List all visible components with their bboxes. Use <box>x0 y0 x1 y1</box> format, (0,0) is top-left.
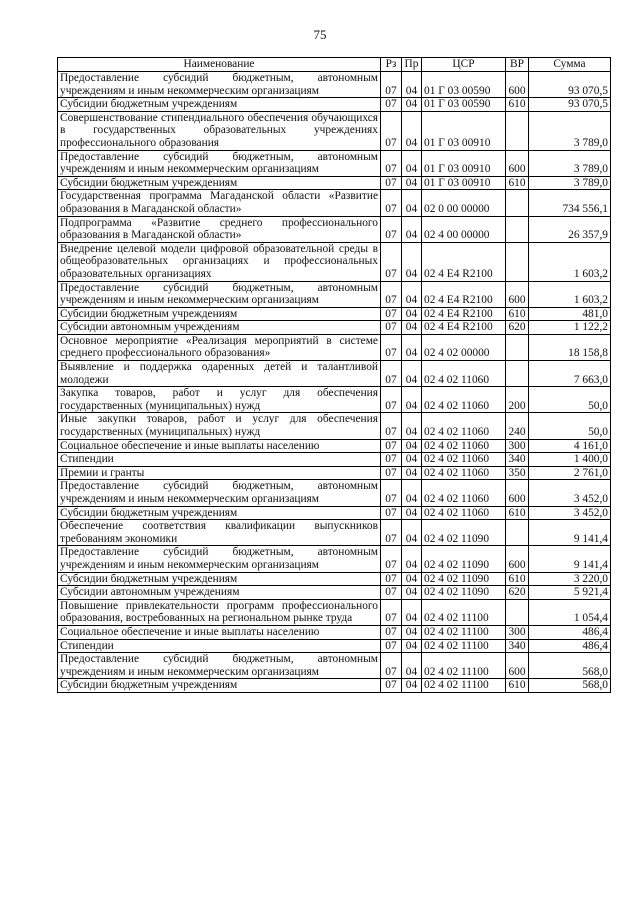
cell-name: Субсидии бюджетным учреждениям <box>58 506 381 520</box>
table-row <box>58 653 611 679</box>
table-row <box>58 480 611 506</box>
cell-pr: 04 <box>402 150 422 176</box>
cell-sum: 1 122,2 <box>529 321 611 335</box>
cell-rz: 07 <box>381 307 402 321</box>
budget-table <box>57 57 611 693</box>
cell-sum: 3 452,0 <box>529 480 611 506</box>
cell-rz: 07 <box>381 321 402 335</box>
cell-pr: 04 <box>402 599 422 625</box>
cell-rz: 07 <box>381 387 402 413</box>
cell-csr: 02 4 02 11090 <box>422 572 506 586</box>
cell-sum: 4 161,0 <box>529 439 611 453</box>
cell-sum: 486,4 <box>529 639 611 653</box>
cell-pr: 04 <box>402 387 422 413</box>
cell-sum: 1 054,4 <box>529 599 611 625</box>
table-row <box>58 242 611 281</box>
table-row <box>58 281 611 307</box>
cell-sum: 93 070,5 <box>529 72 611 98</box>
cell-csr: 01 Г 03 00590 <box>422 72 506 98</box>
table-row <box>58 546 611 572</box>
cell-rz: 07 <box>381 72 402 98</box>
table-row <box>58 625 611 639</box>
cell-sum: 2 761,0 <box>529 466 611 480</box>
cell-rz: 07 <box>381 639 402 653</box>
cell-rz: 07 <box>381 439 402 453</box>
cell-vr: 600 <box>506 281 529 307</box>
cell-pr: 04 <box>402 572 422 586</box>
cell-rz: 07 <box>381 679 402 693</box>
cell-vr: 600 <box>506 72 529 98</box>
cell-csr: 02 4 02 11060 <box>422 453 506 467</box>
cell-name: Субсидии бюджетным учреждениям <box>58 176 381 190</box>
header-csr: ЦСР <box>422 58 506 72</box>
page-number: 75 <box>313 27 327 42</box>
cell-pr: 04 <box>402 242 422 281</box>
cell-sum: 50,0 <box>529 387 611 413</box>
cell-name: Стипендии <box>58 639 381 653</box>
cell-sum: 3 789,0 <box>529 150 611 176</box>
cell-sum: 3 220,0 <box>529 572 611 586</box>
cell-name: Выявление и поддержка одаренных детей и талантливой молодежи <box>58 361 381 387</box>
cell-csr: 02 4 E4 R2100 <box>422 242 506 281</box>
cell-pr: 04 <box>402 413 422 439</box>
cell-name: Субсидии автономным учреждениям <box>58 586 381 600</box>
cell-csr: 02 4 02 11100 <box>422 679 506 693</box>
cell-pr: 04 <box>402 506 422 520</box>
header-row <box>58 58 611 72</box>
header-rz: Рз <box>381 58 402 72</box>
cell-name: Основное мероприятие «Реализация мероприятий в системе среднего профессионального образования» <box>58 334 381 360</box>
cell-rz: 07 <box>381 453 402 467</box>
cell-csr: 02 4 E4 R2100 <box>422 281 506 307</box>
cell-name: Стипендии <box>58 453 381 467</box>
cell-name: Иные закупки товаров, работ и услуг для обеспечения государственных (муниципальных) нужд <box>58 413 381 439</box>
cell-rz: 07 <box>381 361 402 387</box>
cell-sum: 1 603,2 <box>529 281 611 307</box>
cell-sum: 481,0 <box>529 307 611 321</box>
cell-csr: 01 Г 03 00910 <box>422 150 506 176</box>
cell-name: Предоставление субсидий бюджетным, автономным учреждениям и иным некоммерческим организациям <box>58 150 381 176</box>
header-pr: Пр <box>402 58 422 72</box>
cell-name: Премии и гранты <box>58 466 381 480</box>
cell-csr: 02 4 02 11060 <box>422 413 506 439</box>
cell-csr: 02 4 02 11060 <box>422 506 506 520</box>
cell-vr: 240 <box>506 413 529 439</box>
table-row <box>58 586 611 600</box>
cell-csr: 01 Г 03 00910 <box>422 176 506 190</box>
cell-vr <box>506 242 529 281</box>
cell-name: Предоставление субсидий бюджетным, автономным учреждениям и иным некоммерческим организациям <box>58 72 381 98</box>
cell-pr: 04 <box>402 72 422 98</box>
cell-vr <box>506 190 529 216</box>
cell-vr: 610 <box>506 98 529 112</box>
cell-name: Повышение привлекательности программ профессионального образования, востребованных на региональном рынке труда <box>58 599 381 625</box>
cell-csr: 02 0 00 00000 <box>422 190 506 216</box>
cell-vr: 620 <box>506 321 529 335</box>
cell-pr: 04 <box>402 111 422 150</box>
cell-name: Субсидии бюджетным учреждениям <box>58 98 381 112</box>
cell-rz: 07 <box>381 586 402 600</box>
header-vr: ВР <box>506 58 529 72</box>
cell-vr <box>506 599 529 625</box>
table-row <box>58 466 611 480</box>
cell-name: Предоставление субсидий бюджетным, автономным учреждениям и иным некоммерческим организациям <box>58 546 381 572</box>
table-header <box>58 58 611 72</box>
table-row <box>58 307 611 321</box>
cell-csr: 02 4 00 00000 <box>422 216 506 242</box>
cell-csr: 01 Г 03 00910 <box>422 111 506 150</box>
cell-pr: 04 <box>402 281 422 307</box>
cell-rz: 07 <box>381 506 402 520</box>
cell-sum: 9 141,4 <box>529 520 611 546</box>
cell-sum: 734 556,1 <box>529 190 611 216</box>
table-row <box>58 98 611 112</box>
cell-sum: 50,0 <box>529 413 611 439</box>
table-row <box>58 453 611 467</box>
cell-rz: 07 <box>381 546 402 572</box>
cell-vr: 600 <box>506 653 529 679</box>
cell-rz: 07 <box>381 111 402 150</box>
cell-csr: 02 4 E4 R2100 <box>422 307 506 321</box>
cell-pr: 04 <box>402 334 422 360</box>
cell-pr: 04 <box>402 653 422 679</box>
cell-vr: 610 <box>506 572 529 586</box>
cell-pr: 04 <box>402 679 422 693</box>
cell-csr: 02 4 02 11090 <box>422 520 506 546</box>
cell-vr: 300 <box>506 625 529 639</box>
cell-pr: 04 <box>402 586 422 600</box>
table-row <box>58 387 611 413</box>
cell-pr: 04 <box>402 520 422 546</box>
cell-vr: 200 <box>506 387 529 413</box>
cell-rz: 07 <box>381 216 402 242</box>
cell-sum: 26 357,9 <box>529 216 611 242</box>
cell-name: Предоставление субсидий бюджетным, автономным учреждениям и иным некоммерческим организациям <box>58 281 381 307</box>
table-row <box>58 679 611 693</box>
cell-name: Субсидии бюджетным учреждениям <box>58 307 381 321</box>
cell-name: Подпрограмма «Развитие среднего профессионального образования в Магаданской области» <box>58 216 381 242</box>
table-row <box>58 520 611 546</box>
cell-csr: 02 4 02 11100 <box>422 653 506 679</box>
table-row <box>58 506 611 520</box>
cell-pr: 04 <box>402 625 422 639</box>
cell-sum: 568,0 <box>529 679 611 693</box>
cell-name: Совершенствование стипендиального обеспечения обучающихся в государственных образовательных учреждениях профессионального образования <box>58 111 381 150</box>
cell-csr: 02 4 02 11060 <box>422 466 506 480</box>
cell-vr <box>506 361 529 387</box>
cell-rz: 07 <box>381 190 402 216</box>
cell-rz: 07 <box>381 334 402 360</box>
cell-name: Предоставление субсидий бюджетным, автономным учреждениям и иным некоммерческим организациям <box>58 653 381 679</box>
cell-sum: 9 141,4 <box>529 546 611 572</box>
cell-rz: 07 <box>381 281 402 307</box>
cell-pr: 04 <box>402 361 422 387</box>
cell-rz: 07 <box>381 176 402 190</box>
cell-pr: 04 <box>402 453 422 467</box>
cell-name: Обеспечение соответствия квалификации выпускников требованиям экономики <box>58 520 381 546</box>
table-row <box>58 334 611 360</box>
cell-sum: 568,0 <box>529 653 611 679</box>
cell-sum: 1 400,0 <box>529 453 611 467</box>
table-row <box>58 176 611 190</box>
cell-rz: 07 <box>381 480 402 506</box>
cell-vr: 610 <box>506 679 529 693</box>
cell-rz: 07 <box>381 242 402 281</box>
table-row <box>58 439 611 453</box>
table-row <box>58 361 611 387</box>
cell-vr: 610 <box>506 307 529 321</box>
cell-pr: 04 <box>402 98 422 112</box>
table-row <box>58 72 611 98</box>
cell-pr: 04 <box>402 546 422 572</box>
cell-name: Субсидии бюджетным учреждениям <box>58 572 381 586</box>
table-row <box>58 639 611 653</box>
cell-name: Предоставление субсидий бюджетным, автономным учреждениям и иным некоммерческим организациям <box>58 480 381 506</box>
cell-vr: 350 <box>506 466 529 480</box>
cell-csr: 02 4 02 11060 <box>422 439 506 453</box>
table-row <box>58 599 611 625</box>
cell-pr: 04 <box>402 307 422 321</box>
cell-rz: 07 <box>381 599 402 625</box>
cell-name: Субсидии автономным учреждениям <box>58 321 381 335</box>
cell-name: Закупка товаров, работ и услуг для обеспечения государственных (муниципальных) нужд <box>58 387 381 413</box>
cell-sum: 7 663,0 <box>529 361 611 387</box>
cell-vr <box>506 216 529 242</box>
cell-sum: 3 789,0 <box>529 111 611 150</box>
table-row <box>58 216 611 242</box>
cell-rz: 07 <box>381 572 402 586</box>
cell-vr: 600 <box>506 480 529 506</box>
cell-pr: 04 <box>402 190 422 216</box>
table-row <box>58 150 611 176</box>
cell-vr <box>506 334 529 360</box>
cell-vr: 600 <box>506 546 529 572</box>
cell-vr <box>506 520 529 546</box>
cell-csr: 02 4 02 11060 <box>422 361 506 387</box>
cell-sum: 1 603,2 <box>529 242 611 281</box>
cell-sum: 486,4 <box>529 625 611 639</box>
cell-name: Социальное обеспечение и иные выплаты населению <box>58 625 381 639</box>
cell-rz: 07 <box>381 466 402 480</box>
cell-sum: 18 158,8 <box>529 334 611 360</box>
cell-csr: 01 Г 03 00590 <box>422 98 506 112</box>
cell-vr: 610 <box>506 176 529 190</box>
cell-pr: 04 <box>402 639 422 653</box>
cell-vr: 620 <box>506 586 529 600</box>
cell-rz: 07 <box>381 653 402 679</box>
cell-vr: 300 <box>506 439 529 453</box>
table-row <box>58 321 611 335</box>
cell-name: Внедрение целевой модели цифровой образовательной среды в общеобразовательных организациях и профессиональных образовательных организациях <box>58 242 381 281</box>
cell-csr: 02 4 02 11100 <box>422 625 506 639</box>
cell-csr: 02 4 02 11060 <box>422 480 506 506</box>
cell-csr: 02 4 02 11060 <box>422 387 506 413</box>
cell-name: Социальное обеспечение и иные выплаты населению <box>58 439 381 453</box>
cell-csr: 02 4 02 00000 <box>422 334 506 360</box>
table-row <box>58 111 611 150</box>
cell-pr: 04 <box>402 216 422 242</box>
cell-vr: 340 <box>506 453 529 467</box>
cell-pr: 04 <box>402 321 422 335</box>
cell-rz: 07 <box>381 520 402 546</box>
cell-csr: 02 4 02 11100 <box>422 639 506 653</box>
cell-csr: 02 4 02 11100 <box>422 599 506 625</box>
cell-vr: 610 <box>506 506 529 520</box>
cell-csr: 02 4 E4 R2100 <box>422 321 506 335</box>
cell-sum: 3 789,0 <box>529 176 611 190</box>
header-sum: Сумма <box>529 58 611 72</box>
cell-sum: 5 921,4 <box>529 586 611 600</box>
cell-rz: 07 <box>381 413 402 439</box>
cell-name: Государственная программа Магаданской области «Развитие образования в Магаданской области» <box>58 190 381 216</box>
table-row <box>58 413 611 439</box>
cell-csr: 02 4 02 11090 <box>422 586 506 600</box>
cell-pr: 04 <box>402 176 422 190</box>
header-name: Наименование <box>58 58 381 72</box>
cell-csr: 02 4 02 11090 <box>422 546 506 572</box>
table-row <box>58 190 611 216</box>
cell-name: Субсидии бюджетным учреждениям <box>58 679 381 693</box>
cell-rz: 07 <box>381 150 402 176</box>
cell-vr: 340 <box>506 639 529 653</box>
cell-vr <box>506 111 529 150</box>
cell-rz: 07 <box>381 625 402 639</box>
cell-pr: 04 <box>402 480 422 506</box>
cell-pr: 04 <box>402 466 422 480</box>
table-row <box>58 572 611 586</box>
cell-sum: 93 070,5 <box>529 98 611 112</box>
cell-rz: 07 <box>381 98 402 112</box>
cell-sum: 3 452,0 <box>529 506 611 520</box>
cell-vr: 600 <box>506 150 529 176</box>
table-body <box>58 72 611 693</box>
cell-pr: 04 <box>402 439 422 453</box>
